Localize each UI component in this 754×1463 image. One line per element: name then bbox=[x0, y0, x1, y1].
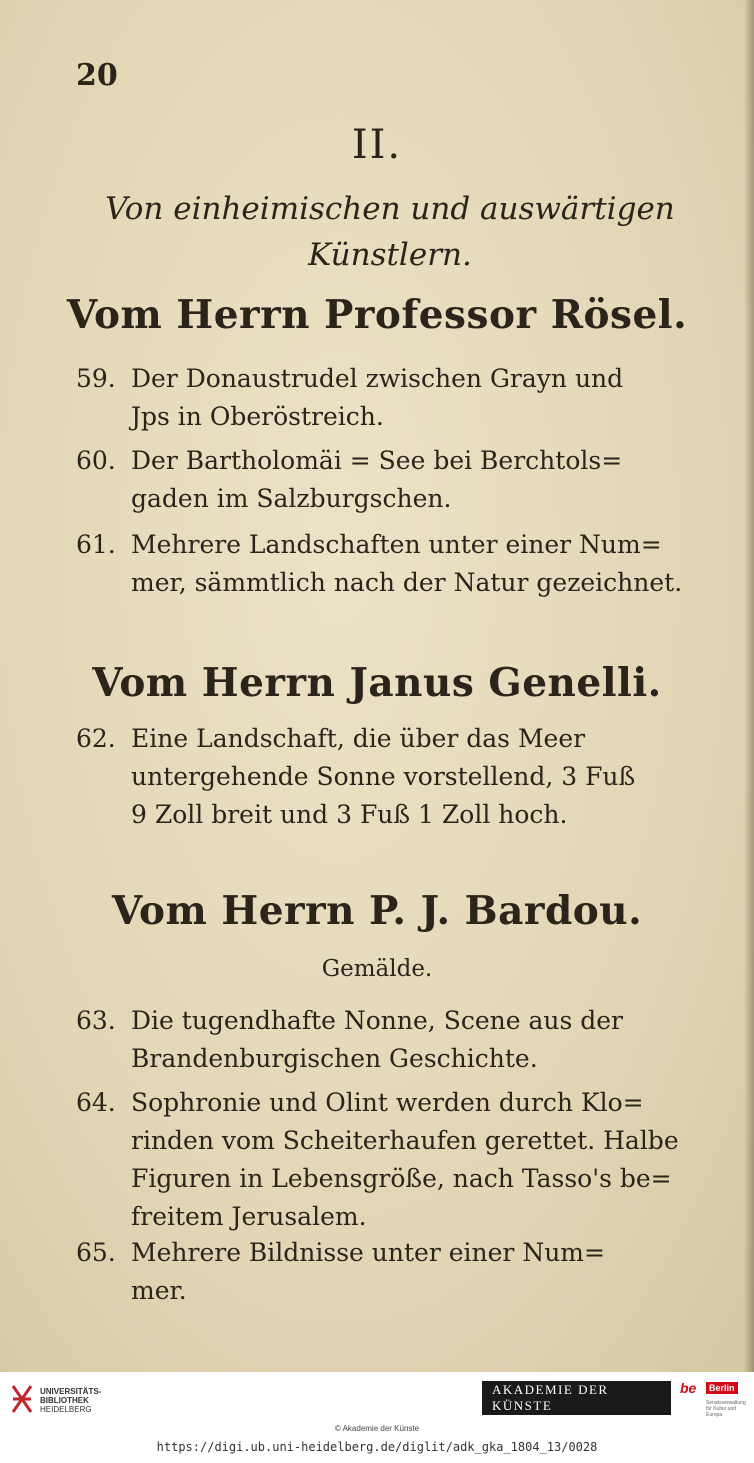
entry-number: 62. bbox=[76, 724, 116, 753]
catalog-entry bbox=[76, 442, 704, 518]
permalink-url[interactable]: https://digi.ub.uni-heidelberg.de/diglit/adk_gka_1804_13/0028 bbox=[156, 1440, 598, 1454]
entry-line: gaden im Salzburgschen. bbox=[131, 484, 452, 513]
berlin-logo-mark: be bbox=[680, 1380, 697, 1396]
catalog-entry bbox=[76, 1002, 704, 1078]
heidelberg-library-logo[interactable] bbox=[6, 1380, 106, 1420]
entry-line: 9 Zoll breit und 3 Fuß 1 Zoll hoch. bbox=[131, 800, 568, 829]
entry-line: Figuren in Lebensgröße, nach Tasso's be= bbox=[131, 1164, 672, 1193]
catalog-entry bbox=[76, 1234, 704, 1310]
library-logo-text: UNIVERSITÄTS- BIBLIOTHEK HEIDELBERG bbox=[40, 1387, 102, 1414]
artist-heading: Vom Herrn Janus Genelli. bbox=[92, 660, 662, 706]
library-emblem-icon bbox=[10, 1384, 34, 1414]
copyright-notice: © Akademie der Künste bbox=[334, 1424, 420, 1433]
entry-line: Mehrere Landschaften unter einer Num= bbox=[131, 530, 662, 559]
entry-number: 65. bbox=[76, 1238, 116, 1267]
entry-line: Mehrere Bildnisse unter einer Num= bbox=[131, 1238, 605, 1267]
catalog-entry bbox=[76, 1084, 704, 1236]
artist-heading: Vom Herrn P. J. Bardou. bbox=[111, 888, 643, 934]
entry-line: Brandenburgischen Geschichte. bbox=[131, 1044, 538, 1073]
berlin-senate-logo[interactable] bbox=[680, 1380, 744, 1420]
entry-number: 60. bbox=[76, 446, 116, 475]
entry-line: freitem Jerusalem. bbox=[131, 1202, 367, 1231]
catalog-entry bbox=[76, 720, 704, 834]
akademie-der-kuenste-logo[interactable] bbox=[481, 1381, 672, 1415]
entry-number: 59. bbox=[76, 364, 116, 393]
berlin-logo-box: Berlin bbox=[706, 1382, 738, 1394]
entry-line: Eine Landschaft, die über das Meer bbox=[131, 724, 586, 753]
viewer-footer bbox=[0, 1372, 754, 1463]
entry-line: rinden vom Scheiterhaufen gerettet. Halbe bbox=[131, 1126, 679, 1155]
entry-line: untergehende Sonne vorstellend, 3 Fuß bbox=[131, 762, 636, 791]
berlin-logo-caption: Senatsverwaltung für Kultur und Europa bbox=[706, 1400, 746, 1418]
entry-line: Jps in Oberöstreich. bbox=[131, 402, 384, 431]
entry-line: Der Donaustrudel zwischen Grayn und bbox=[131, 364, 624, 393]
entry-number: 64. bbox=[76, 1088, 116, 1117]
section-number: II. bbox=[351, 122, 403, 168]
category-subheading: Gemälde. bbox=[321, 956, 433, 982]
entry-number: 61. bbox=[76, 530, 116, 559]
akademie-label: AKADEMIE DER KÜNSTE bbox=[481, 1378, 672, 1418]
entry-line: mer, sämmtlich nach der Natur gezeichnet. bbox=[131, 568, 683, 597]
catalog-entry bbox=[76, 526, 704, 602]
entry-line: Der Bartholomäi = See bei Berchtols= bbox=[131, 446, 623, 475]
catalog-entry bbox=[76, 360, 704, 436]
entry-line: Die tugendhafte Nonne, Scene aus der bbox=[131, 1006, 623, 1035]
entry-line: Sophronie und Olint werden durch Klo= bbox=[131, 1088, 644, 1117]
artist-heading: Vom Herrn Professor Rösel. bbox=[66, 292, 688, 338]
page-number: 20 bbox=[76, 58, 118, 93]
section-title-line: Von einheimischen und auswärtigen bbox=[105, 191, 675, 227]
section-title bbox=[100, 186, 680, 278]
entry-number: 63. bbox=[76, 1006, 116, 1035]
entry-line: mer. bbox=[131, 1276, 187, 1305]
section-title-line: Künstlern. bbox=[308, 237, 472, 273]
